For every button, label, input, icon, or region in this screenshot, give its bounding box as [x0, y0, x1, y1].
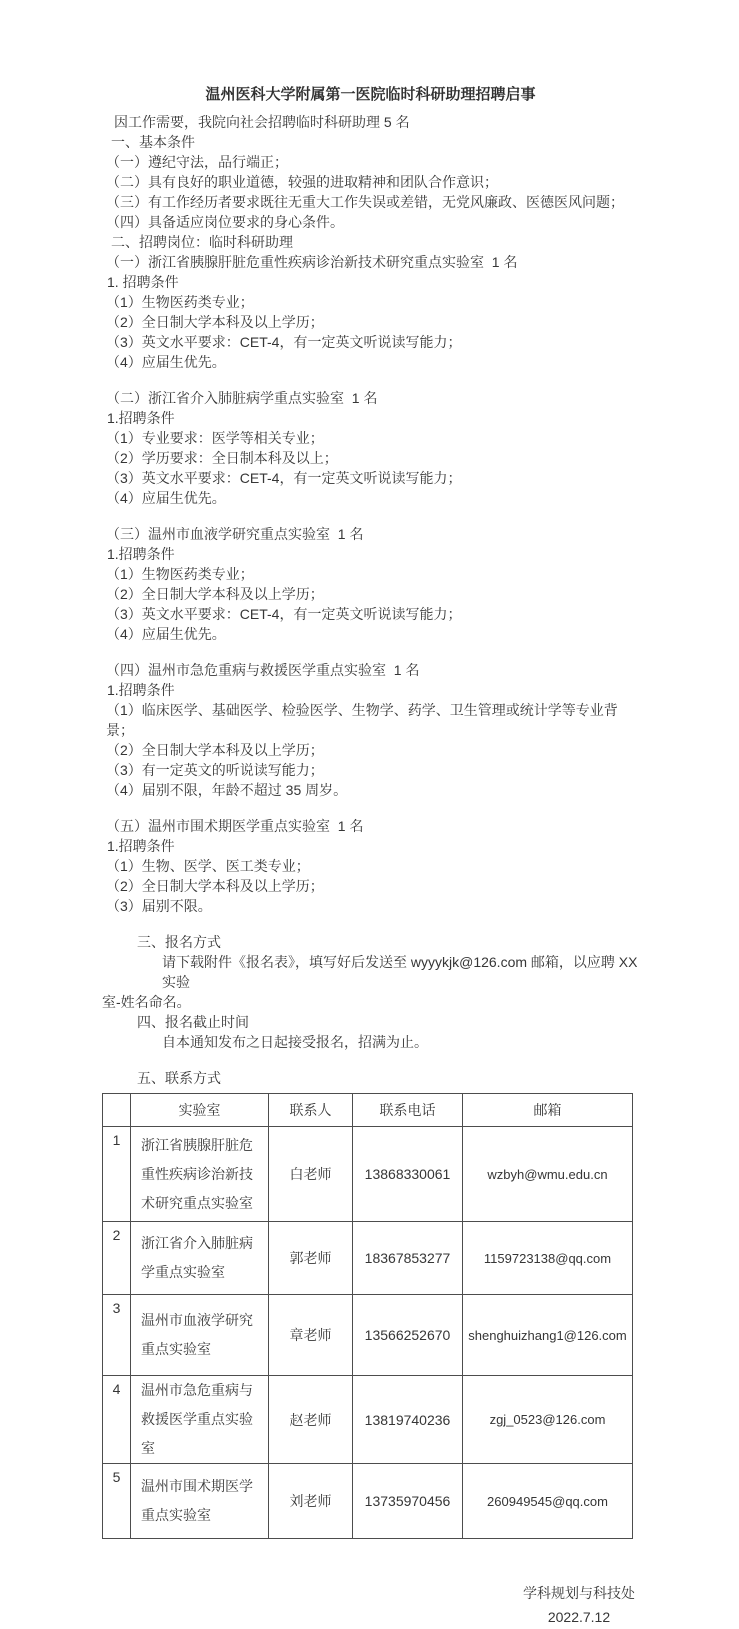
section-heading-positions: 二、招聘岗位：临时科研助理 — [111, 234, 293, 250]
lab-conditions-heading: 1. 招聘条件 — [107, 274, 179, 290]
lab-conditions-heading: 1.招聘条件 — [107, 546, 175, 562]
lab-requirement-item: （1）生物医药类专业； — [106, 294, 254, 310]
lab-conditions-heading: 1.招聘条件 — [107, 410, 175, 426]
contact-person-cell: 白老师 — [269, 1127, 353, 1222]
signature-block — [102, 1581, 635, 1629]
section-heading-apply: 三、报名方式 — [137, 934, 221, 950]
section-gap — [102, 508, 639, 524]
basic-condition-item: （一）遵纪守法，品行端正； — [106, 154, 288, 170]
phone-cell: 13868330061 — [353, 1127, 463, 1222]
email-cell: 260949545@qq.com — [463, 1464, 633, 1539]
lab-requirement-item: （3）英文水平要求：CET-4，有一定英文听说读写能力； — [106, 334, 462, 350]
row-number: 2 — [103, 1222, 131, 1295]
lab-requirement-item: （4）应届生优先。 — [106, 626, 226, 642]
contact-person-cell: 章老师 — [269, 1295, 353, 1376]
phone-cell: 13819740236 — [353, 1376, 463, 1464]
lab-requirement-item: （1）生物、医学、医工类专业； — [106, 858, 310, 874]
apply-instruction-continuation: 室-姓名命名。 — [102, 994, 191, 1010]
table-row — [103, 1464, 633, 1539]
basic-condition-item: （四）具备适应岗位要求的身心条件。 — [106, 214, 344, 230]
lab-requirement-item: （2）全日制大学本科及以上学历； — [106, 742, 324, 758]
lab-name-cell: 浙江省介入肺脏病学重点实验室 — [131, 1222, 269, 1295]
lab-name-cell: 浙江省胰腺肝脏危重性疾病诊治新技术研究重点实验室 — [131, 1127, 269, 1222]
lab-requirement-item: （4）届别不限，年龄不超过 35 周岁。 — [106, 782, 348, 798]
section-gap — [102, 1052, 639, 1068]
phone-cell: 13735970456 — [353, 1464, 463, 1539]
deadline-text: 自本通知发布之日起接受报名，招满为止。 — [162, 1034, 428, 1050]
phone-cell: 13566252670 — [353, 1295, 463, 1376]
email-cell: 1159723138@qq.com — [463, 1222, 633, 1295]
lab-requirement-item: （1）专业要求：医学等相关专业； — [106, 430, 324, 446]
row-number: 3 — [103, 1295, 131, 1376]
phone-cell: 18367853277 — [353, 1222, 463, 1295]
lab-requirement-item: （4）应届生优先。 — [106, 490, 226, 506]
column-header-index — [103, 1094, 131, 1127]
lab-name: （五）温州市围术期医学重点实验室 1 名 — [106, 818, 364, 834]
contact-person-cell: 赵老师 — [269, 1376, 353, 1464]
section-heading-deadline: 四、报名截止时间 — [137, 1014, 249, 1030]
row-number: 5 — [103, 1464, 131, 1539]
lab-conditions-heading: 1.招聘条件 — [107, 682, 175, 698]
lab-requirement-item: （4）应届生优先。 — [106, 354, 226, 370]
row-number: 4 — [103, 1376, 131, 1464]
column-header-person: 联系人 — [269, 1094, 353, 1127]
contact-person-cell: 郭老师 — [269, 1222, 353, 1295]
lab-requirement-item: （2）全日制大学本科及以上学历； — [106, 314, 324, 330]
section-heading-contact: 五、联系方式 — [137, 1070, 221, 1086]
column-header-phone: 联系电话 — [353, 1094, 463, 1127]
email-cell: wzbyh@wmu.edu.cn — [463, 1127, 633, 1222]
contact-table — [102, 1093, 633, 1539]
lab-name: （一）浙江省胰腺肝脏危重性疾病诊治新技术研究重点实验室 1 名 — [106, 254, 518, 270]
table-row — [103, 1376, 633, 1464]
lab-requirement-item: （3）届别不限。 — [106, 898, 212, 914]
lab-name: （二）浙江省介入肺脏病学重点实验室 1 名 — [106, 390, 378, 406]
lab-name: （三）温州市血液学研究重点实验室 1 名 — [106, 526, 364, 542]
lab-name-cell: 温州市急危重病与救援医学重点实验室 — [131, 1376, 269, 1464]
signature-department: 学科规划与科技处 — [523, 1585, 635, 1601]
lab-requirement-item: （1）临床医学、基础医学、检验医学、生物学、药学、卫生管理或统计学等专业背景； — [106, 702, 618, 738]
signature-date: 2022.7.12 — [547, 1609, 611, 1625]
basic-condition-item: （三）有工作经历者要求既往无重大工作失误或差错，无党风廉政、医德医风问题； — [106, 194, 624, 210]
lab-requirement-item: （2）全日制大学本科及以上学历； — [106, 586, 324, 602]
lab-requirement-item: （3）英文水平要求：CET-4，有一定英文听说读写能力； — [106, 606, 462, 622]
lab-conditions-heading: 1.招聘条件 — [107, 838, 175, 854]
lab-requirement-item: （3）有一定英文的听说读写能力； — [106, 762, 324, 778]
email-cell: shenghuizhang1@126.com — [463, 1295, 633, 1376]
lab-requirement-item: （1）生物医药类专业； — [106, 566, 254, 582]
lab-requirement-item: （3）英文水平要求：CET-4，有一定英文听说读写能力； — [106, 470, 462, 486]
table-row — [103, 1222, 633, 1295]
lab-name-cell: 温州市围术期医学重点实验室 — [131, 1464, 269, 1539]
column-header-lab: 实验室 — [131, 1094, 269, 1127]
contact-person-cell: 刘老师 — [269, 1464, 353, 1539]
section-gap — [102, 916, 639, 932]
table-row — [103, 1127, 633, 1222]
section-gap — [102, 644, 639, 660]
section-gap — [102, 800, 639, 816]
table-header-row — [103, 1094, 633, 1127]
lab-requirement-item: （2）学历要求：全日制本科及以上； — [106, 450, 338, 466]
lab-requirement-item: （2）全日制大学本科及以上学历； — [106, 878, 324, 894]
row-number: 1 — [103, 1127, 131, 1222]
lab-name: （四）温州市急危重病与救援医学重点实验室 1 名 — [106, 662, 420, 678]
intro-line: 因工作需要，我院向社会招聘临时科研助理 5 名 — [114, 114, 410, 130]
section-heading-basic-conditions: 一、基本条件 — [111, 134, 195, 150]
section-gap — [102, 372, 639, 388]
apply-instruction-line: 请下载附件《报名表》，填写好后发送至 wyyykjk@126.com 邮箱，以应聘 XX 实验 — [162, 954, 642, 990]
page-title: 温州医科大学附属第一医院临时科研助理招聘启事 — [205, 86, 536, 103]
lab-name-cell: 温州市血液学研究重点实验室 — [131, 1295, 269, 1376]
email-cell: zgj_0523@126.com — [463, 1376, 633, 1464]
basic-condition-item: （二）具有良好的职业道德，较强的进取精神和团队合作意识； — [106, 174, 498, 190]
table-row — [103, 1295, 633, 1376]
column-header-email: 邮箱 — [463, 1094, 633, 1127]
